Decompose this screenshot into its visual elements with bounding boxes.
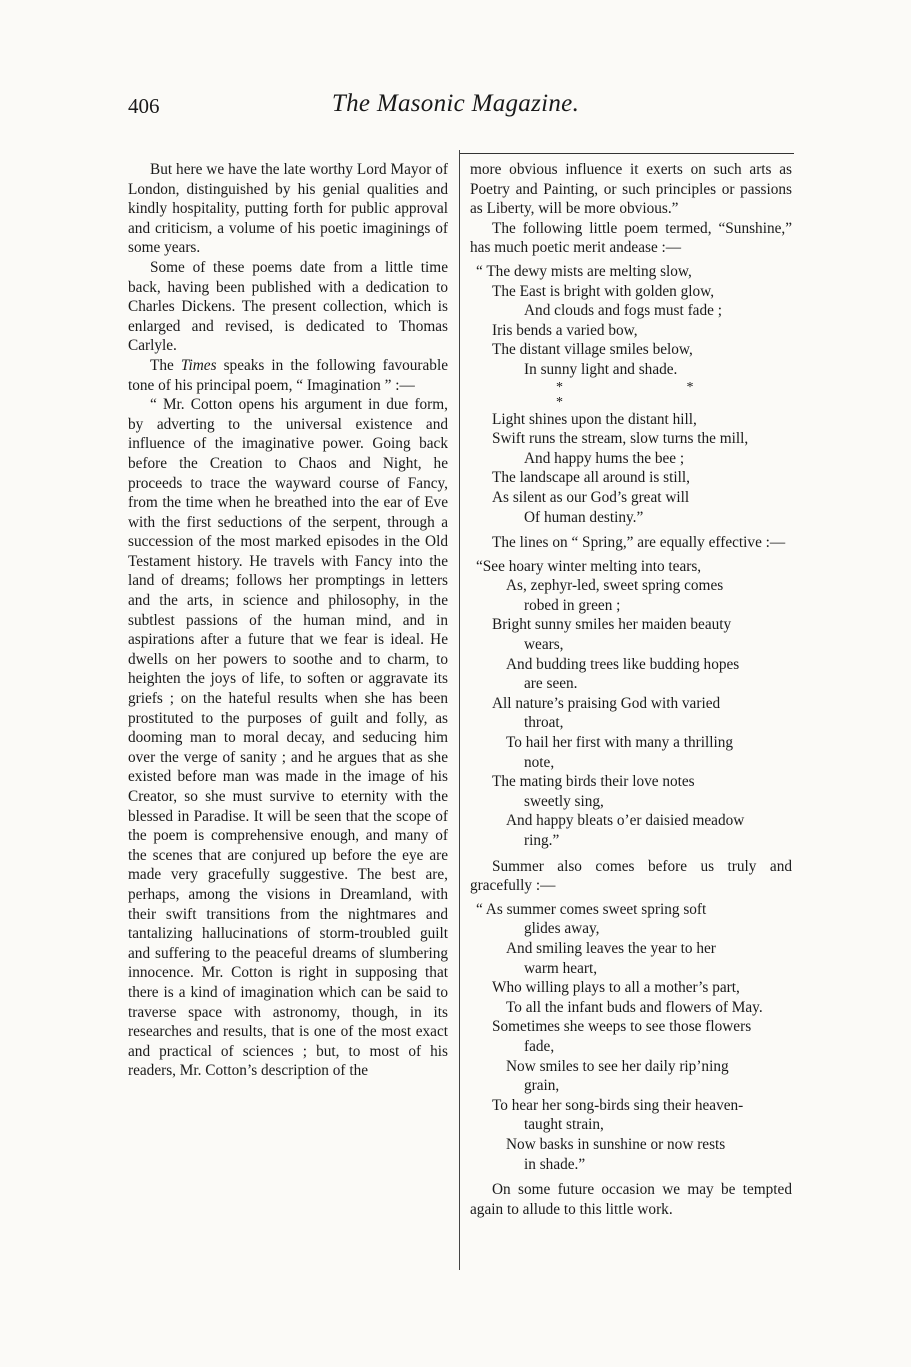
verse-line: Now basks in sunshine or now rests bbox=[506, 1135, 726, 1153]
poem-spring bbox=[470, 557, 792, 851]
paragraph-lord-mayor: But here we have the late worthy Lord Mayor of London, distinguished by his genial qualities and kindly hospitality, putting forth for public approval and criticism, a volume of his poetic imaginings of some years. bbox=[128, 161, 448, 257]
paragraph-times-review: “ Mr. Cotton opens his argument in due form, by adverting to the universal existence and influence of the imaginative power. Going back before the Creation to Chaos and Night, he proceeds to trace the wayward course of Fancy, from the time when he breathed into the ear of Eve with the first seductions of the serpent, through a succession of the most marked episodes in the Old Testament history. He travels with Fancy into the land of dreams; follows her promptings in letters and the arts, in science and philosophy, in the subtlest passions of the human mind, and in aspirations after a future that we fear is ideal. He dwells on her powers to soothe and to charm, to heighten the joys of life, to soften or aggravate its griefs ; on the hateful results when she has been prostituted to the purposes of guilt and folly, as dooming man to moral decay, and seducing him over the verge of sanity ; and he argues that as she existed before man was made in the image of his Creator, so she must survive to eternity with the blessed in Paradise. It will be seen that the scope of the poem is comprehensive enough, and many of the scenes that are conjured up before the eye are made very gracefully suggestive. The best are, perhaps, among the visions in Dreamland, with their swift transitions from the nightmares and tantalizing hallucinations of storm-troubled guilt and suffering to the peaceful dreams of slumbering innocence. Mr. Cotton is right in supposing that there is a kind of imagination which can be said to traverse space with astronomy, though, in its researches and results, that is one of the most exact and practical of sciences ; but, to most of his readers, Mr. Cotton’s description of the bbox=[128, 396, 448, 1080]
stanza-separator: * * * bbox=[556, 379, 754, 410]
verse-line: In sunny light and shade. bbox=[524, 360, 678, 378]
paragraph-summer-intro: Summer also comes before us truly and gracefully :— bbox=[470, 857, 792, 895]
verse-line: are seen. bbox=[524, 675, 578, 693]
paragraph-sunshine-intro: The following little poem termed, “Sunshine,” has much poetic merit andease :— bbox=[470, 219, 792, 257]
verse-line: Bright sunny smiles her maiden beauty bbox=[492, 616, 732, 634]
verse-line: And clouds and fogs must fade ; bbox=[524, 302, 722, 320]
verse-line: Iris bends a varied bow, bbox=[492, 321, 638, 339]
page-header bbox=[0, 88, 911, 128]
verse-line: The landscape all around is still, bbox=[492, 469, 690, 487]
verse-line: Now smiles to see her daily rip’ning bbox=[506, 1057, 729, 1075]
verse-line: To hail her first with many a thrilling bbox=[506, 734, 734, 752]
verse-line: Light shines upon the distant hill, bbox=[492, 410, 697, 428]
poem-summer bbox=[470, 900, 792, 1174]
verse-line: in shade.” bbox=[524, 1155, 586, 1173]
header-rule bbox=[460, 153, 794, 154]
left-column bbox=[128, 160, 448, 1081]
verse-line: taught strain, bbox=[524, 1116, 604, 1134]
verse-line: ring.” bbox=[524, 832, 560, 849]
verse-line: The mating birds their love notes bbox=[492, 773, 695, 791]
verse-line: “ The dewy mists are melting slow, bbox=[476, 262, 692, 280]
paragraph-dedication: Some of these poems date from a little time back, having been published with a dedication to Charles Dickens. The present collection, which is enlarged and revised, is dedicated to Thomas Carlyle. bbox=[128, 258, 448, 355]
paragraph-times-intro bbox=[128, 356, 448, 395]
verse-line: To hear her song-birds sing their heaven- bbox=[492, 1096, 744, 1114]
poem-sunshine bbox=[470, 262, 792, 527]
verse-line: The East is bright with golden glow, bbox=[492, 282, 715, 300]
verse-line: wears, bbox=[524, 636, 564, 654]
verse-line: robed in green ; bbox=[524, 596, 621, 614]
verse-line: note, bbox=[524, 753, 555, 771]
verse-line: The distant village smiles below, bbox=[492, 341, 693, 359]
verse-line: sweetly sing, bbox=[524, 792, 604, 810]
verse-line: glides away, bbox=[524, 920, 600, 938]
verse-line: warm heart, bbox=[524, 959, 598, 977]
verse-line: grain, bbox=[524, 1077, 560, 1095]
verse-line: And happy hums the bee ; bbox=[524, 449, 685, 467]
verse-line: To all the infant buds and flowers of May. bbox=[506, 998, 763, 1016]
verse-line: Swift runs the stream, slow turns the mill, bbox=[492, 430, 749, 448]
verse-line: As, zephyr-led, sweet spring comes bbox=[506, 577, 724, 595]
verse-line: All nature’s praising God with varied bbox=[492, 694, 721, 712]
verse-line: And happy bleats o’er daisied meadow bbox=[506, 812, 745, 830]
verse-line: Sometimes she weeps to see those flowers bbox=[492, 1018, 752, 1036]
verse-line: fade, bbox=[524, 1037, 555, 1055]
right-column bbox=[470, 160, 792, 1219]
times-title: Times bbox=[180, 356, 217, 374]
paragraph-closing: On some future occasion we may be tempted again to allude to this little work. bbox=[470, 1181, 792, 1218]
verse-line: Who willing plays to all a mother’s part, bbox=[492, 979, 740, 997]
page-number: 406 bbox=[128, 94, 160, 118]
verse-line: “See hoary winter melting into tears, bbox=[476, 557, 702, 575]
running-title: The Masonic Magazine. bbox=[331, 90, 580, 117]
verse-line: Of human destiny.” bbox=[524, 508, 644, 526]
times-text-a: The bbox=[150, 356, 174, 374]
times-text-b: speaks in the following favourable tone of his principal poem, “ Imagination ” :— bbox=[128, 356, 448, 394]
verse-line: “ As summer comes sweet spring soft bbox=[476, 900, 707, 918]
column-divider bbox=[459, 150, 460, 1270]
paragraph-spring-intro: The lines on “ Spring,” are equally effective :— bbox=[492, 534, 786, 552]
verse-line: throat, bbox=[524, 714, 564, 732]
verse-line: As silent as our God’s great will bbox=[492, 488, 690, 506]
verse-line: And smiling leaves the year to her bbox=[506, 939, 716, 957]
paragraph-review-end: more obvious influence it exerts on such arts as Poetry and Painting, or such principles or passions as Liberty, will be more obvious.” bbox=[470, 161, 792, 218]
verse-line: And budding trees like budding hopes bbox=[506, 655, 740, 673]
